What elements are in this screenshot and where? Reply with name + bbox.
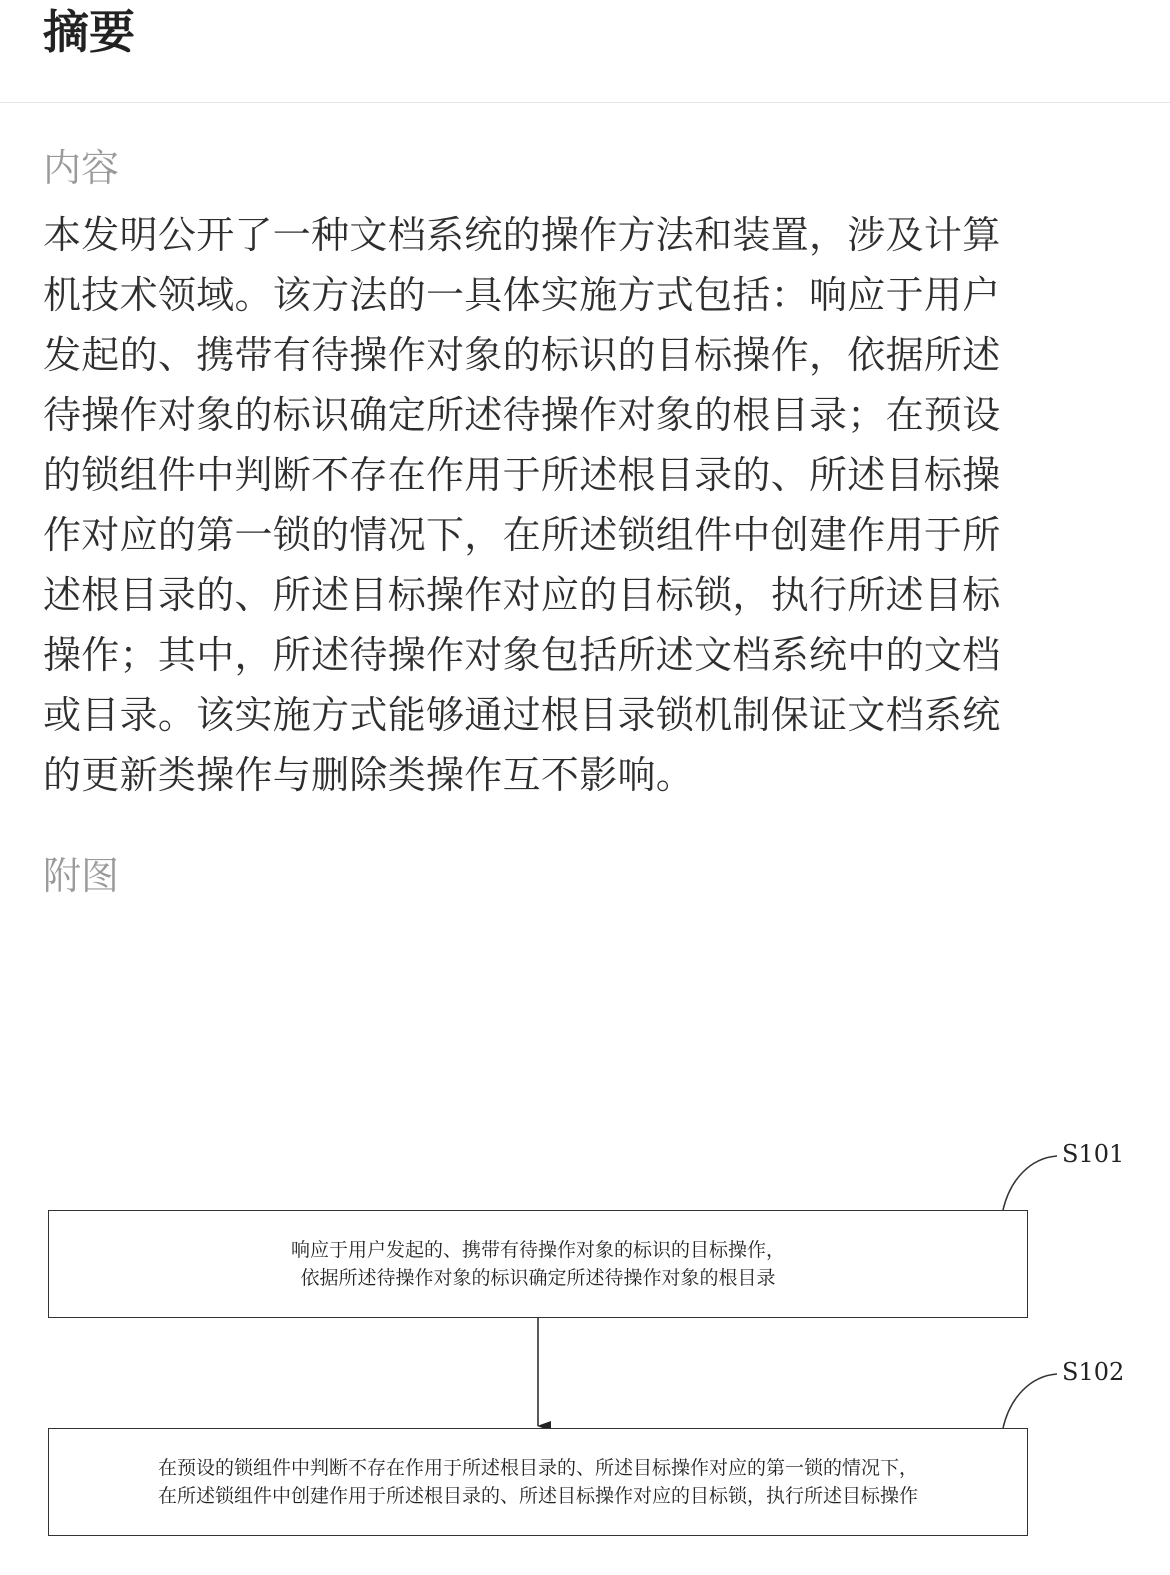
abstract-line: 操作；其中，所述待操作对象包括所述文档系统中的文档 — [43, 633, 1001, 677]
s101-leader-curve — [1003, 1156, 1057, 1210]
abstract-line: 机技术领域。该方法的一具体实施方式包括：响应于用户 — [43, 273, 1001, 317]
abstract-line: 待操作对象的标识确定所述待操作对象的根目录；在预设 — [43, 393, 1001, 437]
abstract-text — [43, 205, 1093, 805]
step-text-line: 在预设的锁组件中判断不存在作用于所述根目录的、所述目标操作对应的第一锁的情况下， — [157, 1457, 918, 1479]
abstract-line: 或目录。该实施方式能够通过根目录锁机制保证文档系统 — [43, 693, 1001, 737]
content-section-label: 内容 — [43, 146, 120, 190]
page-header — [0, 0, 1170, 103]
step-text-line: 响应于用户发起的、携带有待操作对象的标识的目标操作， — [290, 1239, 785, 1261]
s102-leader-curve — [1003, 1374, 1057, 1428]
abstract-line: 发起的、携带有待操作对象的标识的目标操作，依据所述 — [43, 333, 1001, 377]
abstract-line: 的锁组件中判断不存在作用于所述根目录的、所述目标操 — [43, 453, 1001, 497]
abstract-line: 的更新类操作与删除类操作互不影响。 — [43, 753, 695, 797]
abstract-line: 述根目录的、所述目标操作对应的目标锁，执行所述目标 — [43, 573, 1001, 617]
abstract-line: 本发明公开了一种文档系统的操作方法和装置，涉及计算 — [43, 213, 1001, 257]
flowchart-step-box — [48, 1428, 1028, 1536]
step-label-s102: S102 — [1062, 1358, 1125, 1386]
figure-section-label: 附图 — [43, 854, 120, 898]
step-label-s101: S101 — [1062, 1140, 1125, 1168]
step-text-line: 依据所述待操作对象的标识确定所述待操作对象的根目录 — [300, 1267, 776, 1289]
flowchart-step-box — [48, 1210, 1028, 1318]
page-title: 摘要 — [43, 5, 135, 59]
step-text-line: 在所述锁组件中创建作用于所述根目录的、所述目标操作对应的目标锁，执行所述目标操作 — [157, 1485, 918, 1507]
flowchart-figure — [0, 1110, 1170, 1570]
abstract-line: 作对应的第一锁的情况下，在所述锁组件中创建作用于所 — [43, 513, 1001, 557]
